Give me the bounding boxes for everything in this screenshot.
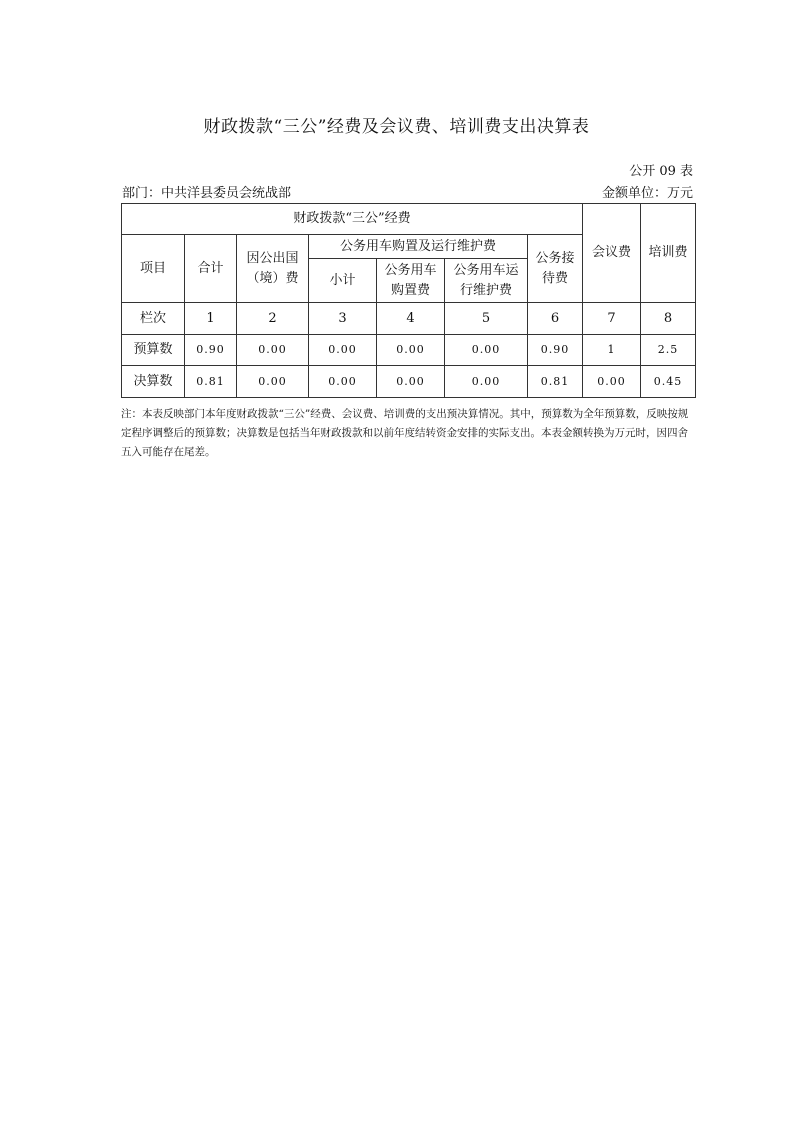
header-vehicle-operation-line2: 行维护费 [459, 282, 512, 298]
table-cell: 0.45 [641, 366, 696, 398]
table-note: 注：本表反映部门本年度财政拨款“三公”经费、会议费、培训费的支出预决算情况。其中，预算数为全年预算数，反映按规定程序调整后的预算数；决算数是包括当年财政拨款和以前年度结转资金安排的实际支出。本表金额转换为万元时，因四舍五入可能存在尾差。 [121, 408, 689, 458]
table-cell: 4 [377, 303, 445, 335]
table-row [122, 303, 696, 335]
table-cell: 0.00 [237, 335, 309, 366]
page-title: 财政拨款“三公”经费及会议费、培训费支出决算表 [203, 117, 590, 137]
table-cell: 6 [528, 303, 583, 335]
table-cell: 0.00 [309, 366, 377, 398]
table-cell: 3 [309, 303, 377, 335]
table-cell: 0.90 [185, 335, 237, 366]
table-cell: 0.81 [185, 366, 237, 398]
table-cell: 0.90 [528, 335, 583, 366]
header-vehicle-operation-line1: 公务用车运 [453, 262, 519, 278]
row-label: 预算数 [122, 335, 185, 366]
table-cell: 0.00 [445, 335, 528, 366]
header-reception [528, 235, 583, 303]
table-cell: 2 [237, 303, 309, 335]
header-vehicle-operation [445, 259, 528, 303]
header-vehicle-purchase [377, 259, 445, 303]
table-cell: 0.00 [377, 335, 445, 366]
header-training: 培训费 [641, 204, 696, 303]
header-vehicle-group: 公务用车购置及运行维护费 [309, 235, 528, 259]
form-number: 公开 09 表 [629, 164, 693, 179]
table-cell: 0.00 [309, 335, 377, 366]
header-meeting: 会议费 [583, 204, 641, 303]
header-subtotal: 小计 [309, 259, 377, 303]
table-cell: 0.00 [583, 366, 641, 398]
header-reception-line1: 公务接 [535, 250, 575, 266]
header-abroad-line2: （境）费 [246, 270, 299, 286]
header-sangong-group: 财政拨款“三公”经费 [122, 204, 583, 235]
table-cell: 0.00 [445, 366, 528, 398]
table-cell: 0.00 [237, 366, 309, 398]
header-item: 项目 [122, 235, 185, 303]
header-abroad [237, 235, 309, 303]
table-cell: 1 [583, 335, 641, 366]
table-row [122, 366, 696, 398]
department-label: 部门：中共洋县委员会统战部 [122, 186, 292, 201]
table-cell: 0.00 [377, 366, 445, 398]
table-cell: 7 [583, 303, 641, 335]
header-vehicle-purchase-line2: 购置费 [390, 282, 430, 298]
amount-unit-label: 金额单位：万元 [601, 186, 693, 201]
header-total: 合计 [185, 235, 237, 303]
table-cell: 5 [445, 303, 528, 335]
expenditure-table [121, 203, 696, 398]
table-row [122, 335, 696, 366]
header-reception-line2: 待费 [542, 270, 569, 286]
row-label: 栏次 [122, 303, 185, 335]
header-abroad-line1: 因公出国 [246, 250, 299, 266]
table-cell: 1 [185, 303, 237, 335]
table-cell: 8 [641, 303, 696, 335]
header-vehicle-purchase-line1: 公务用车 [384, 262, 437, 278]
row-label: 决算数 [122, 366, 185, 398]
table-cell: 0.81 [528, 366, 583, 398]
table-cell: 2.5 [641, 335, 696, 366]
